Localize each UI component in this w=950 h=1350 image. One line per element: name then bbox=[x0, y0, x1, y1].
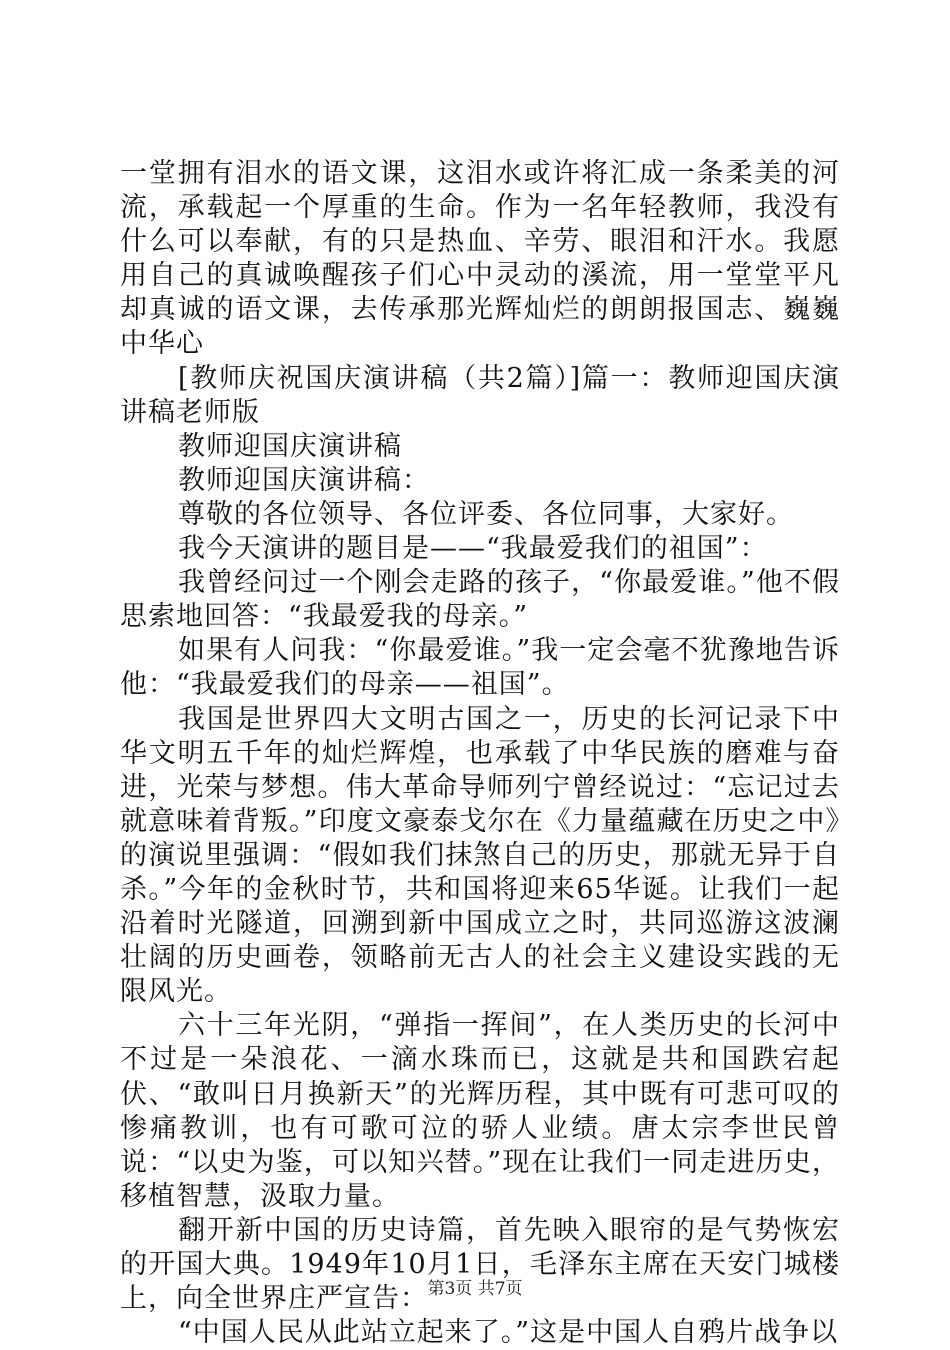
paragraph: 一堂拥有泪水的语文课，这泪水或许将汇成一条柔美的河流，承载起一个厚重的生命。作为一名年轻教师，我没有什么可以奉献，有的只是热血、辛劳、眼泪和汗水。我愿用自己的真诚唤醒孩子们心中灵动的溪流，用一堂堂平凡却真诚的语文课，去传承那光辉灿烂的朗朗报国志、巍巍中华心 bbox=[120, 158, 840, 360]
paragraph: 如果有人问我：“你最爱谁。”我一定会毫不犹豫地告诉他：“我最爱我们的母亲——祖国”。 bbox=[120, 635, 840, 701]
paragraph: 六十三年光阴，“弹指一挥间”，在人类历史的长河中不过是一朵浪花、一滴水珠而已，这就是共和国跌宕起伏、“敢叫日月换新天”的光辉历程，其中既有可悲可叹的惨痛教训，也有可歌可泣的骄人业绩。唐太宗李世民曾说：“以史为鉴，可以知兴替。”现在让我们一同走进历史，移植智慧，汲取力量。 bbox=[120, 1010, 840, 1212]
paragraph: 我国是世界四大文明古国之一，历史的长河记录下中华文明五千年的灿烂辉煌，也承载了中华民族的磨难与奋进，光荣与梦想。伟大革命导师列宁曾经说过：“忘记过去就意味着背叛。”印度文豪泰戈尔在《力量蕴藏在历史之中》的演说里强调：“假如我们抹煞自己的历史，那就无异于自杀。”今年的金秋时节，共和国将迎来65华诞。让我们一起沿着时光隧道，回溯到新中国成立之时，共同巡游这波澜壮阔的历史画卷，领略前无古人的社会主义建设实践的无限风光。 bbox=[120, 703, 840, 1008]
paragraph: [教师庆祝国庆演讲稿（共2篇）]篇一：教师迎国庆演讲稿老师版 bbox=[120, 362, 840, 428]
paragraph: 教师迎国庆演讲稿 bbox=[178, 430, 402, 462]
paragraph: 我曾经问过一个刚会走路的孩子，“你最爱谁。”他不假思索地回答：“我最爱我的母亲。” bbox=[120, 567, 840, 633]
paragraph: “中国人民从此站立起来了。”这是中国人自鸦片战争以 bbox=[178, 1317, 839, 1349]
paragraph: 翻开新中国的历史诗篇，首先映入眼帘的是气势恢宏的开国大典。1949年10月1日，毛泽东主席在天安门城楼上，向全世界庄严宣告： bbox=[120, 1214, 840, 1315]
page-number-footer: 第3页 共7页 bbox=[427, 1279, 523, 1299]
paragraph: 我今天演讲的题目是——“我最爱我们的祖国”： bbox=[178, 533, 768, 565]
document-body bbox=[120, 157, 840, 1350]
paragraph: 尊敬的各位领导、各位评委、各位同事，大家好。 bbox=[178, 498, 794, 530]
paragraph: 教师迎国庆演讲稿： bbox=[178, 464, 430, 496]
